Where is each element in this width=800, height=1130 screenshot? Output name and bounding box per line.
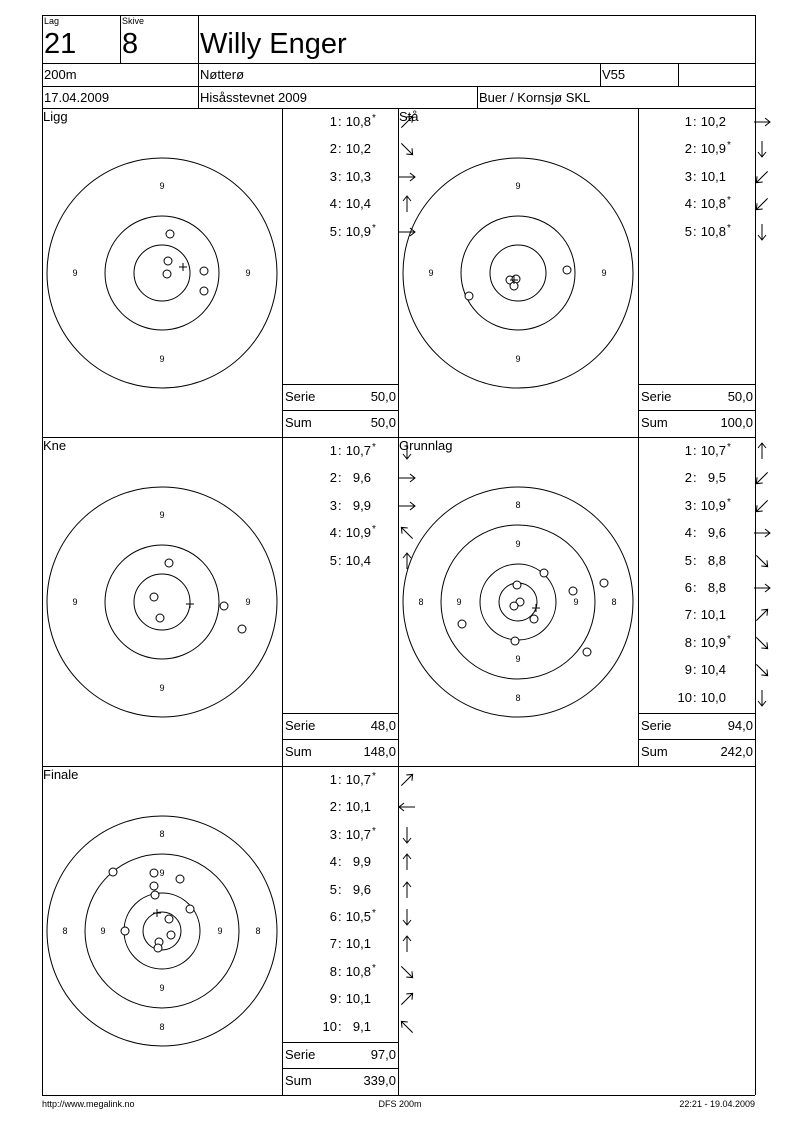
shot-hole [458,569,608,656]
shot-row [666,440,751,462]
shot-row [666,467,751,489]
aim-cross [153,909,161,917]
shot-value: 10,8 [700,196,726,212]
inner-ten-mark: * [372,113,376,124]
club: Nøtterø [200,67,245,82]
lag-label: Lag [44,16,60,26]
shot-value: 10,2 [700,114,726,129]
arrow-se-icon [752,551,772,571]
panel-title: Finale [43,767,79,782]
aim-cross [179,263,187,271]
skive-value: 8 [122,28,139,60]
inner-ten-mark: * [372,442,376,453]
shot-separator: : [338,525,342,541]
arrow-s-icon [397,441,417,461]
shot-hole [109,868,194,952]
shot-separator: : [338,854,342,870]
arrow-e-icon [752,578,772,598]
shot-number: 10 [322,1018,337,1034]
arrow-w-icon [397,797,417,817]
ring-label: 9 [159,181,165,191]
sum-label: Sum [641,415,668,430]
shot-separator: : [338,470,342,486]
shot-number: 9 [329,991,337,1007]
arrow-ne-icon [397,109,419,132]
ring-label: 8 [62,926,68,936]
shot-value: 10,7 [345,826,371,842]
shot-separator: : [338,196,342,212]
shot-row [666,111,751,133]
shot-separator: : [693,607,697,623]
shot-separator: : [693,223,697,239]
shot-number: 5 [684,552,692,568]
shot-separator: : [338,772,342,787]
arrow-e-icon [397,167,417,187]
shot-separator: : [338,168,342,184]
shot-separator: : [693,497,697,513]
date: 17.04.2009 [44,90,110,105]
shot-separator: : [338,826,342,842]
shot-number: 6 [329,909,337,924]
sum-label: Sum [285,415,312,430]
arrow-se-icon [752,660,772,680]
inner-ten-mark: * [372,962,376,974]
arrow-n-icon [397,194,417,214]
arrow-n-icon [397,880,417,900]
arrow-ne-icon [752,605,772,625]
shot-value: 10,4 [345,552,371,568]
arrow-nw-icon [397,1017,417,1037]
shooter-name: Willy Enger [200,28,347,60]
shot-row [666,495,751,517]
shot-row [311,851,396,873]
shot-row [666,138,751,160]
ring-label: 8 [159,829,165,839]
shot-value: 10,4 [345,196,371,212]
shot-value: 10,7 [700,443,726,458]
shot-separator: : [338,799,342,815]
ring-label: 9 [159,868,165,878]
shot-value: 10,0 [700,689,726,705]
shot-row [311,440,396,462]
footer-range: DFS 200m [378,1099,422,1109]
shot-number: 1 [684,443,692,458]
ring-label: 9 [159,683,165,693]
serie-value: 48,0 [370,718,396,733]
shot-separator: : [693,552,697,568]
shot-number: 4 [684,525,692,541]
shot-separator: : [338,443,342,458]
shot-row [666,221,751,243]
shot-value: 10,8 [345,114,371,129]
serie-value: 97,0 [370,1047,396,1062]
distance: 200m [44,67,77,82]
shot-row [311,769,396,791]
ring-label: 9 [159,354,165,364]
serie-label: Serie [641,389,672,404]
sum-label: Sum [285,1073,312,1088]
shot-row [311,961,396,983]
target-grunnlag [400,484,636,720]
shot-list [282,110,398,380]
serie-value: 50,0 [727,389,753,404]
inner-ten-mark: * [372,771,376,782]
shot-value: 9,5 [707,470,726,486]
ring-label: 9 [159,983,165,993]
shot-number: 4 [329,525,337,541]
ring-label: 8 [611,597,617,607]
shot-row [311,906,396,928]
shot-value: 9,9 [352,497,371,513]
shot-row [666,522,751,544]
skive-label: Skive [122,16,145,26]
shot-value: 10,9 [700,141,726,157]
shot-value: 10,3 [345,168,371,184]
shot-value: 10,2 [345,141,371,157]
aim-cross [532,604,540,612]
shot-separator: : [693,525,697,541]
shot-value: 10,7 [345,443,371,458]
shot-separator: : [693,580,697,595]
arrow-sw-icon [752,496,772,516]
panel-title: Grunnlag [399,438,453,453]
shot-number: 2 [329,799,337,815]
arrow-s-icon [397,825,417,845]
shot-row [311,879,396,901]
ring-label: 9 [456,597,462,607]
shot-number: 2 [329,470,337,486]
arrow-s-icon [752,139,772,159]
serie-label: Serie [285,1047,316,1062]
panel-title: Ligg [43,109,68,124]
sum-value: 339,0 [363,1073,396,1088]
arrow-se-icon [397,962,417,982]
shot-separator: : [693,662,697,678]
ring-label: 8 [418,597,424,607]
shot-number: 6 [684,580,692,595]
shot-row [311,495,396,517]
shot-row [311,933,396,955]
shot-row [311,522,396,544]
arrow-sw-icon [752,194,772,214]
shot-number: 5 [329,552,337,568]
shot-value: 8,8 [707,580,726,595]
shot-separator: : [338,141,342,157]
panel-title: Kne [43,438,67,453]
shot-number: 1 [329,443,337,458]
target-finale [44,813,280,1049]
shot-number: 5 [684,223,692,239]
shot-separator: : [693,634,697,650]
inner-ten-mark: * [372,524,376,536]
arrow-e-icon [397,468,417,488]
shot-separator: : [693,141,697,157]
sum-label: Sum [285,744,312,759]
shot-separator: : [693,168,697,184]
shot-separator: : [338,963,342,979]
shot-value: 10,1 [345,991,371,1007]
shot-value: 10,1 [700,168,726,184]
shot-value: 10,1 [700,607,726,623]
shot-row [311,796,396,818]
inner-ten-mark: * [727,140,731,152]
arrow-ne-icon [397,989,417,1009]
shot-row [311,193,396,215]
shot-number: 8 [329,963,337,979]
shot-number: 3 [329,826,337,842]
ring-label: 9 [515,354,521,364]
shot-separator: : [338,552,342,568]
arrow-ne-icon [397,770,417,790]
ring-label: 9 [217,926,223,936]
shot-row [311,824,396,846]
arrow-s-icon [752,688,772,708]
serie-label: Serie [285,718,316,733]
shot-value: 10,9 [345,223,371,239]
shot-value: 9,1 [352,1018,371,1034]
shot-separator: : [338,497,342,513]
arrow-nw-icon [397,523,417,543]
target-sta [400,155,636,391]
venue: Buer / Kornsjø SKL [479,90,591,105]
ring-label: 8 [255,926,261,936]
shot-number: 9 [684,662,692,678]
shot-value: 10,9 [345,525,371,541]
ring-label: 9 [515,181,521,191]
shot-row [666,193,751,215]
shot-row [311,467,396,489]
arrow-e-icon [752,523,772,543]
ring-label: 9 [515,654,521,664]
arrow-se-icon [397,139,417,159]
shot-row [311,988,396,1010]
sum-value: 100,0 [720,415,753,430]
shot-row [666,632,751,654]
ring-label: 9 [601,268,607,278]
shot-value: 10,4 [700,662,726,678]
shot-number: 2 [684,141,692,157]
shot-number: 3 [329,497,337,513]
shot-hole [465,266,571,300]
shot-number: 8 [684,634,692,650]
shot-hole [163,230,208,295]
shot-value: 9,9 [352,854,371,870]
shot-row [311,138,396,160]
shot-number: 1 [329,114,337,129]
arrow-e-icon [752,112,772,132]
shot-number: 3 [684,497,692,513]
shot-number: 1 [329,772,337,787]
class: V55 [602,67,626,82]
lag-value: 21 [44,28,77,60]
shot-value: 10,7 [345,772,371,787]
inner-ten-mark: * [727,442,731,453]
shot-number: 7 [684,607,692,623]
shot-separator: : [338,936,342,952]
arrow-sw-icon [752,468,772,488]
ring-label: 9 [72,597,78,607]
shot-list [638,439,755,709]
shot-value: 9,6 [707,525,726,541]
arrow-n-icon [397,934,417,954]
inner-ten-mark: * [372,825,376,837]
serie-label: Serie [641,718,672,733]
ring-label: 8 [515,500,521,510]
inner-ten-mark: * [372,908,376,919]
shot-value: 10,8 [700,223,726,239]
shot-value: 10,5 [345,909,371,924]
shot-value: 10,9 [700,497,726,513]
shot-row [311,1016,396,1038]
shot-value: 10,8 [345,963,371,979]
arrow-n-icon [397,852,417,872]
shot-row [311,550,396,572]
arrow-e-icon [397,222,417,242]
ring-label: 9 [159,510,165,520]
shot-row [666,166,751,188]
target-ligg [44,155,280,391]
shot-row [311,166,396,188]
shot-separator: : [693,196,697,212]
ring-label: 9 [245,268,251,278]
shot-number: 4 [329,196,337,212]
shot-separator: : [338,881,342,897]
serie-value: 50,0 [370,389,396,404]
shot-list [282,768,398,1038]
shot-row [311,111,396,133]
shot-number: 5 [329,881,337,897]
arrow-n-icon [752,441,772,461]
ring-label: 8 [159,1022,165,1032]
shot-separator: : [693,689,697,705]
shot-value: 9,6 [352,470,371,486]
sum-value: 242,0 [720,744,753,759]
ring-label: 9 [72,268,78,278]
shot-separator: : [338,223,342,239]
shot-number: 3 [684,168,692,184]
shot-value: 8,8 [707,552,726,568]
shot-row [666,659,751,681]
shot-row [666,687,751,709]
shot-separator: : [693,470,697,486]
shot-value: 10,1 [345,936,371,952]
shot-hole [150,559,246,633]
ring-label: 9 [428,268,434,278]
inner-ten-mark: * [727,633,731,645]
ring-label: 9 [573,597,579,607]
shot-number: 2 [329,141,337,157]
shot-separator: : [693,443,697,458]
inner-ten-mark: * [727,222,731,234]
shot-row [666,604,751,626]
shot-row [311,221,396,243]
arrow-s-icon [397,907,417,927]
arrow-se-icon [752,633,772,653]
arrow-sw-icon [752,167,772,187]
inner-ten-mark: * [727,496,731,508]
shot-number: 7 [329,936,337,952]
shot-number: 4 [329,854,337,870]
arrow-e-icon [397,496,417,516]
panel-title: Stå [399,109,419,124]
shot-separator: : [338,114,342,129]
ring-label: 9 [515,539,521,549]
shot-value: 10,1 [345,799,371,815]
shot-value: 9,6 [352,881,371,897]
inner-ten-mark: * [727,195,731,207]
shot-value: 10,9 [700,634,726,650]
shot-separator: : [338,991,342,1007]
inner-ten-mark: * [372,222,376,234]
sum-label: Sum [641,744,668,759]
footer-url[interactable]: http://www.megalink.no [42,1099,135,1109]
shot-separator: : [693,114,697,129]
arrow-n-icon [397,551,417,571]
sum-value: 50,0 [370,415,396,430]
serie-label: Serie [285,389,316,404]
shot-number: 5 [329,223,337,239]
ring-label: 8 [515,693,521,703]
ring-label: 9 [245,597,251,607]
aim-cross [186,600,194,608]
shot-number: 3 [329,168,337,184]
shot-list [282,439,398,709]
target-kne [44,484,280,720]
serie-value: 94,0 [727,718,753,733]
sum-value: 148,0 [363,744,396,759]
event-name: Hisåsstevnet 2009 [200,90,307,105]
arrow-s-icon [752,222,772,242]
shot-list [638,110,755,380]
shot-row [666,550,751,572]
footer-timestamp: 22:21 - 19.04.2009 [679,1099,755,1109]
shot-number: 2 [684,470,692,486]
ring-label: 9 [100,926,106,936]
shot-row [666,577,751,599]
shot-number: 1 [684,114,692,129]
shot-number: 4 [684,196,692,212]
shot-number: 10 [677,689,692,705]
shot-separator: : [338,909,342,924]
shot-separator: : [338,1018,342,1034]
